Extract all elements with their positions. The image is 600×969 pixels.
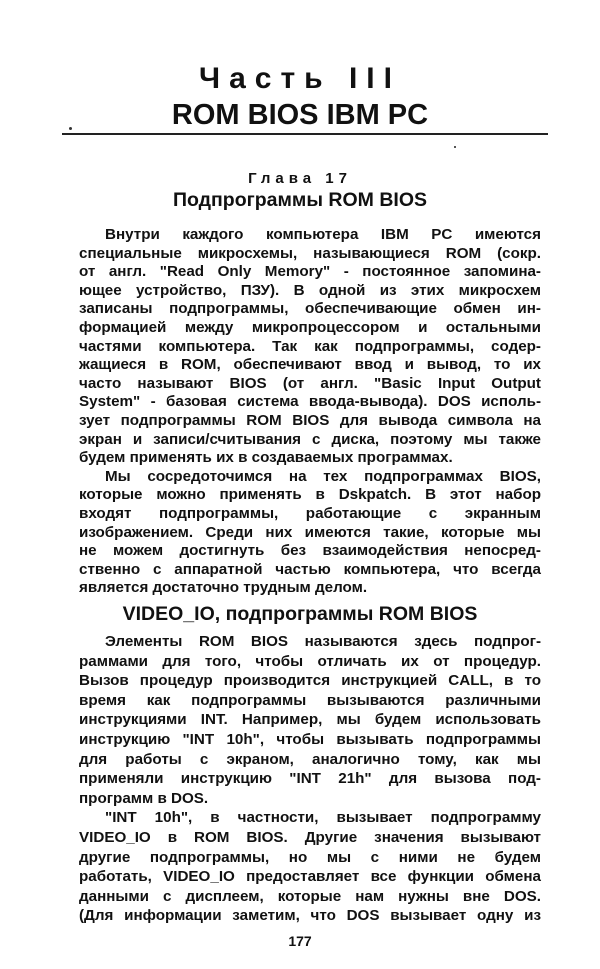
- text-line: не можем достигнуть без взаимодействия непосред-: [79, 542, 541, 560]
- scan-speck: [69, 127, 72, 130]
- text-line: для работы с экраном, аналогично тому, как мы: [79, 750, 541, 768]
- body-text-block-1: [79, 226, 541, 598]
- section-heading: VIDEO_IO, подпрограммы ROM BIOS: [122, 603, 478, 625]
- part-heading: Часть III: [199, 62, 401, 95]
- text-line: формацией между микропроцессором и остальными: [79, 318, 541, 336]
- paragraph: [79, 808, 541, 926]
- text-line: раммами для того, чтобы отличать их от процедур.: [79, 652, 541, 670]
- text-line: инструкциями INT. Например, мы будем использовать: [79, 711, 541, 729]
- paragraph: [79, 632, 541, 808]
- text-line: зует подпрограммы ROM BIOS для вывода символа на: [79, 411, 541, 429]
- text-line: будем применять их в создаваемых программах.: [79, 449, 453, 467]
- part-title: ROM BIOS IBM PC: [171, 99, 429, 131]
- text-line: является достаточно трудным делом.: [79, 579, 368, 597]
- text-line: Мы сосредоточимся на тех подпрограммах BIOS,: [105, 467, 541, 485]
- chapter-title: Подпрограммы ROM BIOS: [172, 189, 428, 211]
- text-line: (Для информации заметим, что DOS вызывает одну из: [79, 907, 541, 925]
- text-line: от англ. "Read Only Memory" - постоянное запомина-: [79, 263, 541, 281]
- text-line: работать, VIDEO_IO предоставляет все функции обмена: [79, 868, 541, 886]
- text-line: ющее устройство, ПЗУ). В одной из этих микросхем: [79, 281, 541, 299]
- text-line: специальные микросхемы, называющиеся ROM (сокр.: [79, 244, 541, 262]
- paragraph: [79, 468, 541, 598]
- text-line: Внутри каждого компьютера IBM PC имеются: [105, 226, 541, 243]
- text-line: System" - базовая система ввода-вывода). DOS исполь-: [79, 393, 541, 411]
- body-text-block-2: [79, 632, 541, 926]
- text-line: применяли инструкцию "INT 21h" для вызова под-: [79, 770, 541, 788]
- text-line: данными с дисплеем, которые нам нужны вне DOS.: [79, 887, 541, 905]
- text-line: которые можно применять в Dskpatch. В этот набор: [79, 486, 541, 504]
- text-line: другие подпрограммы, но мы с ними не будем: [79, 848, 541, 866]
- text-line: инструкцию "INT 10h", чтобы вызывать подпрограммы: [79, 730, 541, 748]
- paragraph: [79, 226, 541, 468]
- text-line: изображением. Среди них имеются такие, которые мы: [79, 523, 541, 541]
- text-line: VIDEO_IO в ROM BIOS. Другие значения вызывают: [79, 828, 541, 846]
- page-number: 177: [288, 933, 312, 949]
- text-line: частями компьютера. Так как подпрограммы, содер-: [79, 337, 541, 355]
- divider: [62, 133, 548, 135]
- text-line: программ в DOS.: [79, 789, 209, 807]
- text-line: экран и записи/считывания с диска, поэтому мы также: [79, 430, 541, 448]
- text-line: время как подпрограммы вызываются различными: [79, 691, 541, 709]
- text-line: Вызов процедур производится инструкцией CALL, в то: [79, 672, 541, 690]
- chapter-number: Глава 17: [248, 170, 352, 187]
- text-line: ственно с аппаратной частью компьютера, что всегда: [79, 560, 541, 578]
- text-line: часто называют BIOS (от англ. "Basic Input Output: [79, 374, 541, 392]
- text-line: Элементы ROM BIOS называются здесь подпрог-: [105, 633, 541, 650]
- scan-speck: [454, 146, 456, 148]
- text-line: "INT 10h", в частности, вызывает подпрограмму: [105, 809, 541, 827]
- text-line: записаны подпрограммы, обеспечивающие обмен ин-: [79, 300, 541, 318]
- text-line: входят подпрограммы, работающие с экранным: [79, 504, 541, 522]
- text-line: жащиеся в ROM, обеспечивают ввод и вывод, то их: [79, 356, 541, 374]
